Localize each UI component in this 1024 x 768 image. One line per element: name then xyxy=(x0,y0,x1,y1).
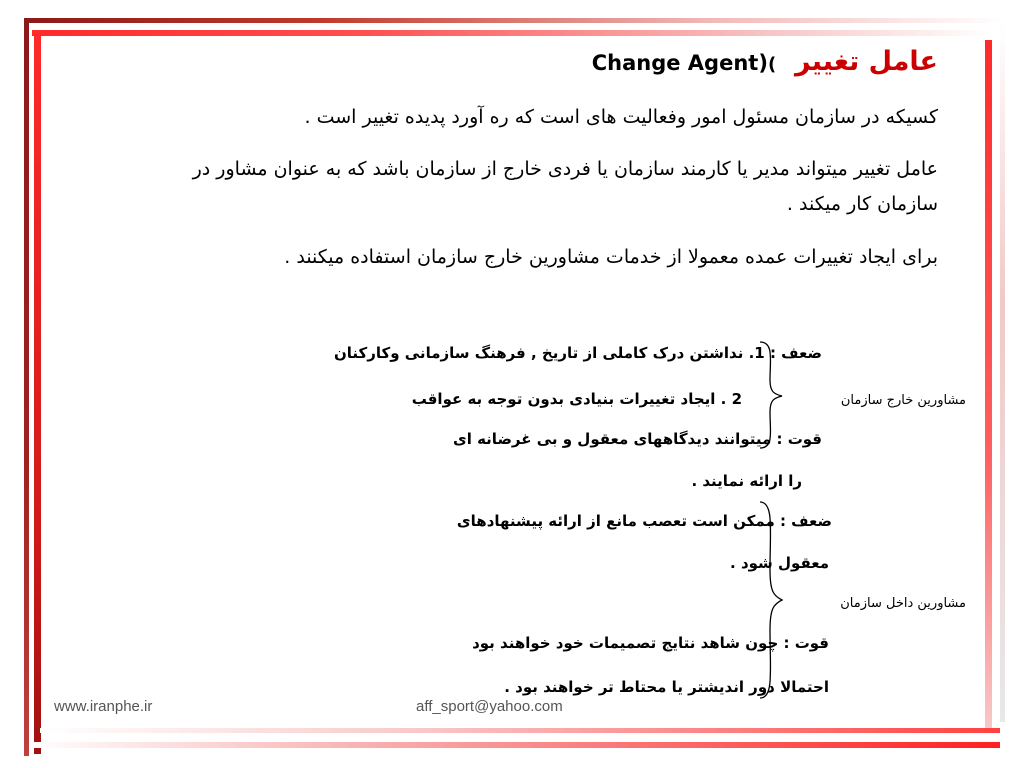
right-decorative-bar-red xyxy=(985,40,992,730)
internal-consultants-label: مشاورین داخل سازمان xyxy=(840,596,966,611)
slide-title xyxy=(592,46,938,77)
paragraph-definition: کسیکه در سازمان مسئول امور وفعالیت های است که ره آورد پدیده تغییر است . xyxy=(304,106,938,128)
left-decorative-bar-red xyxy=(34,30,41,754)
paragraph-external-usage: برای ایجاد تغییرات عمده معمولا از خدمات مشاورین خارج سازمان استفاده میکنند . xyxy=(284,246,938,268)
right-decorative-bar-light xyxy=(1000,22,1005,722)
external-consultants-label: مشاورین خارج سازمان xyxy=(840,393,966,408)
footer-email: aff_sport@yahoo.com xyxy=(416,698,563,715)
internal-consultants-brace xyxy=(756,500,786,700)
paragraph-who-line-1: عامل تغییر میتواند مدیر یا کارمند سازمان یا فردی خارج از سازمان باشد که به عنوان مشاور در xyxy=(192,158,938,180)
left-decorative-bar-dark xyxy=(24,18,29,756)
internal-weakness-line-2: معقول شود . xyxy=(730,554,829,572)
internal-weakness-line-1: ضعف : ممکن است تعصب مانع از ارائه پیشنهادهای xyxy=(456,512,832,530)
footer-website: www.iranphe.ir xyxy=(54,698,153,715)
external-consultants-brace xyxy=(756,340,786,450)
external-weakness-line-1: ضعف : 1. نداشتن درک کاملی از تاریخ , فرهنگ سازمانی وکارکنان xyxy=(333,344,822,362)
top-decorative-bar-dark xyxy=(24,18,1004,23)
paragraph-who-line-2: سازمان کار میکند . xyxy=(786,193,938,215)
bottom-decorative-bar-light xyxy=(40,728,1000,733)
external-weakness-line-2: 2 . ایجاد تغییرات بنیادی بدون توجه به عواقب xyxy=(411,390,742,408)
title-paren: ) xyxy=(767,54,777,75)
title-fa: عامل تغییر xyxy=(794,46,938,77)
top-decorative-bar-red xyxy=(32,30,992,36)
paragraph-who xyxy=(193,152,938,222)
bottom-decorative-bar-red xyxy=(30,742,1000,748)
internal-strength-line-1: قوت : چون شاهد نتایج تصمیمات خود خواهند بود xyxy=(472,634,829,652)
external-strength-line-2: را ارائه نمایند . xyxy=(691,472,802,490)
title-en: (Change Agent xyxy=(591,51,768,75)
external-strength-line-1: قوت : میتوانند دیدگاههای معقول و بی غرضانه ای xyxy=(452,430,822,448)
internal-strength-line-2: احتمالا دور اندیشتر یا محتاط تر خواهند بود . xyxy=(504,678,829,696)
